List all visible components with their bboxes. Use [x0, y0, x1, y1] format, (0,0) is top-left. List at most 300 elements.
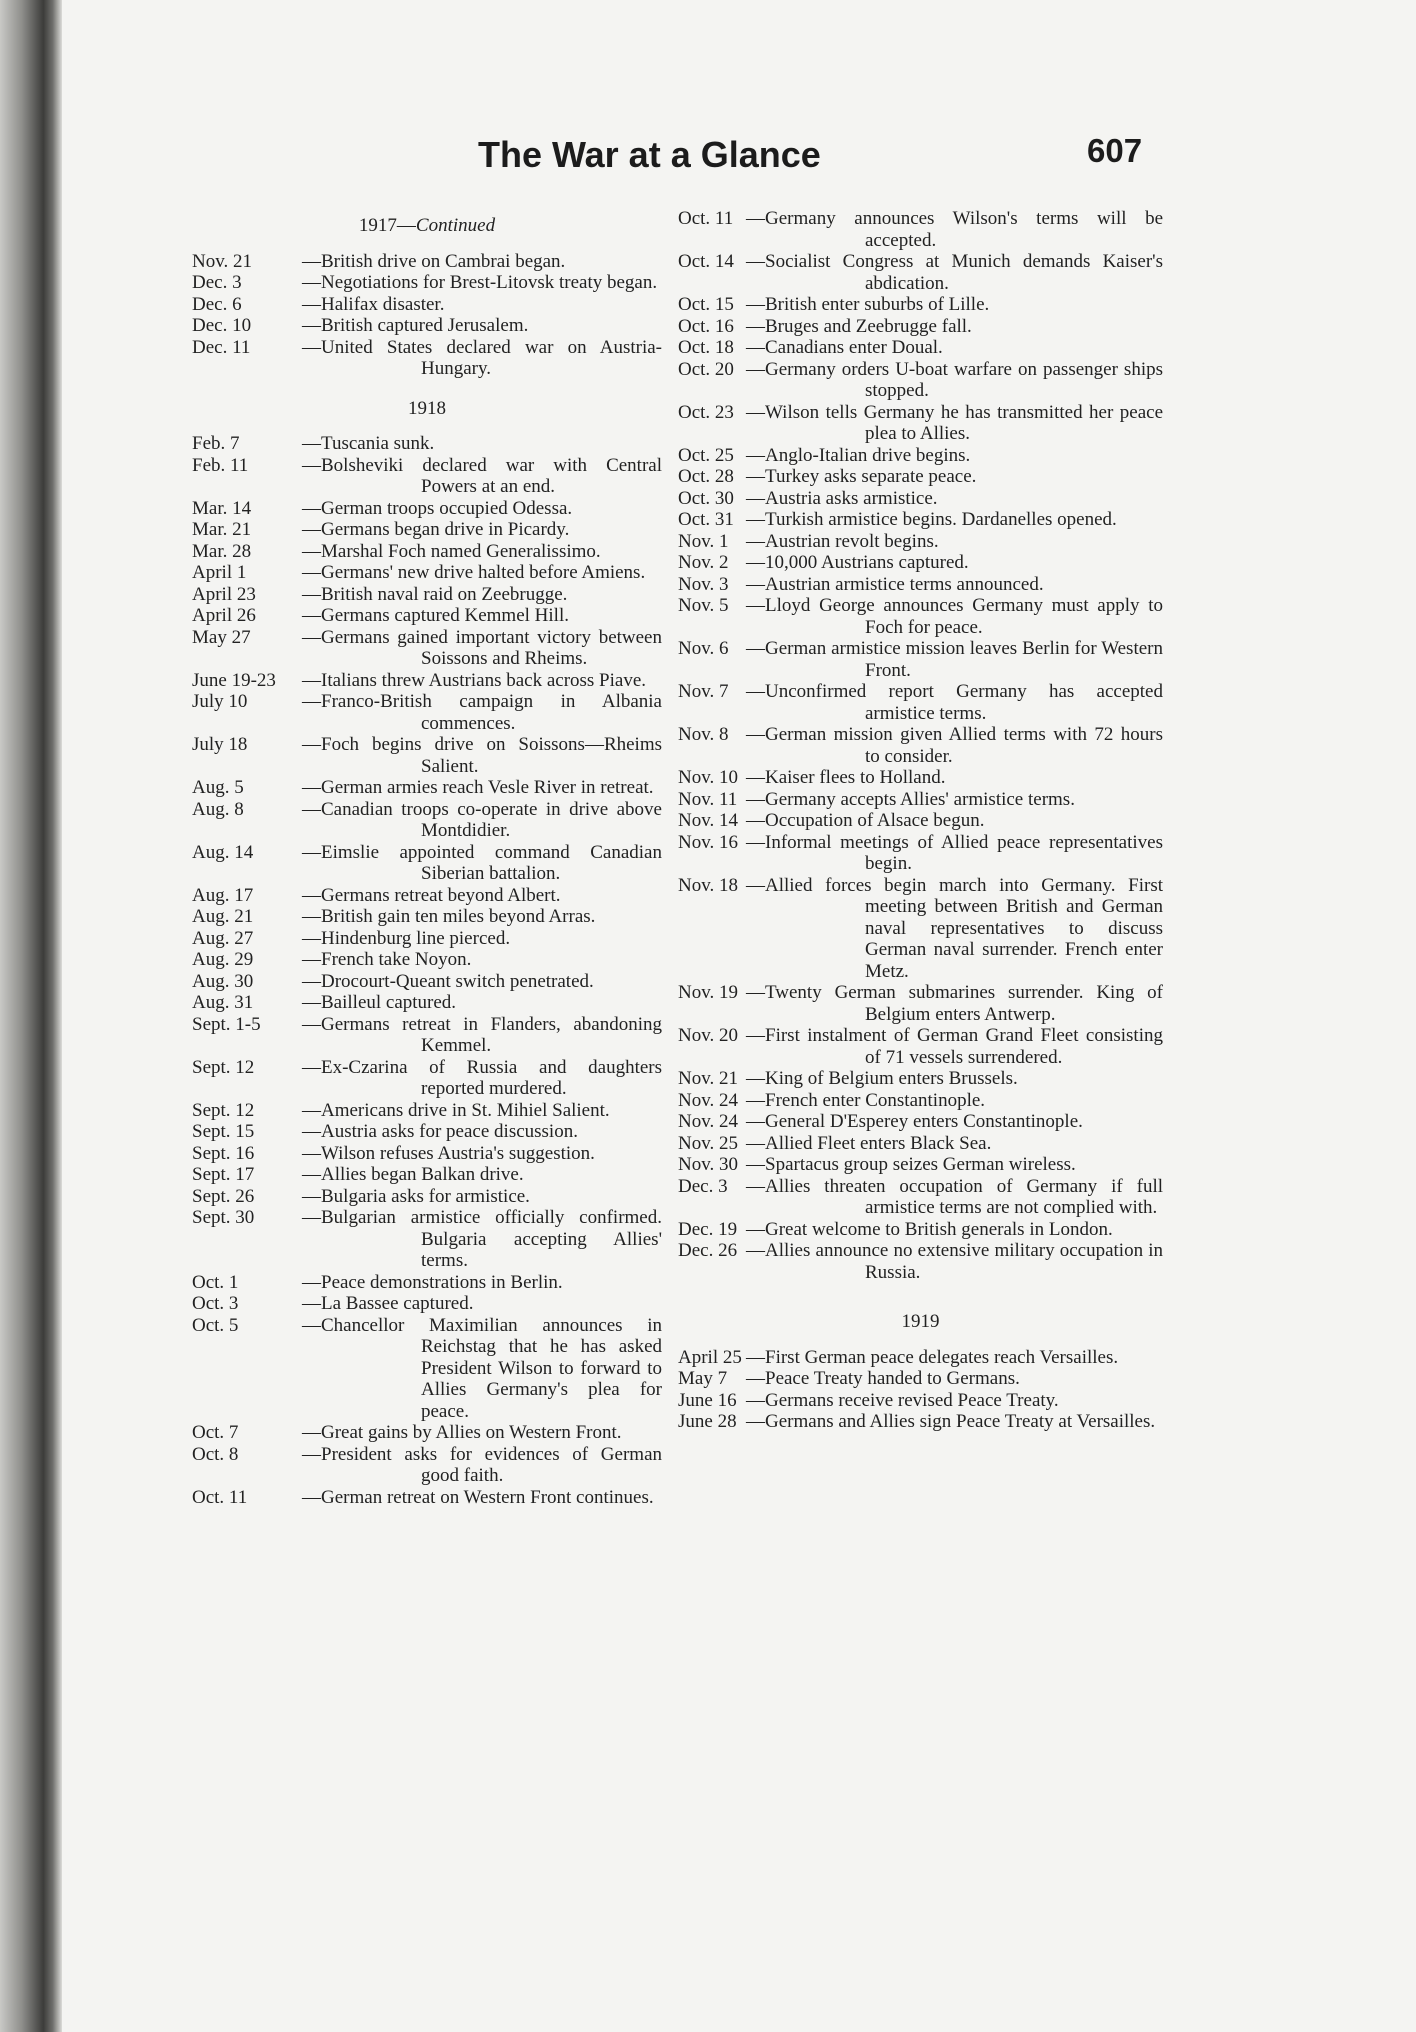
entry-dash: — [746, 767, 765, 788]
page-header [0, 128, 1416, 188]
timeline-entry [192, 842, 662, 885]
entry-text: Lloyd George announces Germany must apply to Foch for peace. [765, 595, 1163, 638]
entry-date: Aug. 5 [192, 777, 244, 798]
entry-text: German troops occupied Odessa. [321, 497, 573, 519]
entry-date: Nov. 30 [678, 1154, 738, 1175]
timeline-entry [192, 885, 662, 907]
entry-dash: — [746, 444, 765, 466]
entry-text: Allies threaten occupation of Germany if full armistice terms are not complied with. [765, 1175, 1163, 1218]
entry-text: Germans began drive in Picardy. [321, 519, 570, 540]
entry-text: Marshal Foch named Generalissimo. [321, 540, 601, 562]
entry-dash: — [302, 884, 321, 906]
entry-dash: — [302, 1185, 321, 1207]
timeline-entry [192, 691, 662, 734]
timeline-entry [192, 971, 662, 993]
entry-dash: — [302, 315, 321, 336]
entry-date: Oct. 1 [192, 1271, 239, 1293]
timeline-entry [192, 1186, 662, 1208]
entry-date: April 25 [678, 1346, 742, 1368]
timeline-entry [678, 1090, 1163, 1112]
entry-date: Aug. 17 [192, 884, 254, 906]
timeline-entry [678, 767, 1163, 789]
entry-dash: — [746, 1368, 765, 1389]
entry-dash: — [302, 777, 321, 798]
section-heading-1917: 1917—Continued [358, 215, 496, 236]
entry-dash: — [302, 970, 321, 992]
entry-date: Oct. 14 [678, 251, 734, 272]
entry-text: Allied forces begin march into Germany. First meeting between British and German naval representatives to discuss German naval surrender. French enter Metz. [765, 874, 1163, 982]
entry-date: Sept. 16 [192, 1142, 255, 1164]
entry-dash: — [302, 1056, 321, 1078]
entry-date: Aug. 29 [192, 949, 254, 970]
entry-date: April 26 [192, 605, 256, 626]
book-spine [0, 0, 62, 2032]
entry-date: Dec. 10 [192, 315, 252, 336]
timeline-entry [192, 1315, 662, 1423]
timeline-entry [678, 359, 1163, 402]
entry-text: German mission given Allied terms with 72 hours to consider. [765, 724, 1163, 767]
timeline-entry [678, 789, 1163, 811]
entry-date: Sept. 1-5 [192, 1013, 261, 1035]
entry-text: Halifax disaster. [321, 293, 445, 315]
entry-text: Germans retreat in Flanders, abandoning Kemmel. [321, 1013, 662, 1056]
entry-date: Sept. 26 [192, 1185, 255, 1207]
entry-text: First German peace delegates reach Versailles. [765, 1346, 1119, 1368]
entry-dash: — [302, 1121, 321, 1142]
entry-dash: — [746, 1025, 765, 1046]
entry-text: British naval raid on Zeebrugge. [321, 583, 568, 605]
entry-text: Turkish armistice begins. Dardanelles opened. [765, 509, 1117, 530]
entry-list-1918 [192, 433, 662, 1508]
entry-dash: — [746, 810, 765, 831]
entry-dash: — [302, 798, 321, 820]
entry-dash: — [302, 691, 321, 712]
entry-dash: — [302, 293, 321, 315]
timeline-entry [678, 1133, 1163, 1155]
timeline-entry [192, 433, 662, 455]
entry-text: Bailleul captured. [321, 992, 457, 1013]
entry-dash: — [746, 487, 765, 509]
entry-date: Sept. 12 [192, 1056, 255, 1078]
entry-text: Ex-Czarina of Russia and daughters reported murdered. [321, 1056, 662, 1099]
entry-dash: — [302, 1314, 321, 1336]
timeline-entry [678, 251, 1163, 294]
entry-date: Sept. 15 [192, 1121, 255, 1142]
entry-date: Aug. 31 [192, 992, 254, 1013]
entry-date: Sept. 12 [192, 1099, 255, 1121]
timeline-entry [678, 832, 1163, 875]
page-title: The War at a Glance [478, 134, 821, 175]
entry-date: Nov. 2 [678, 552, 729, 573]
entry-text: French take Noyon. [321, 949, 472, 970]
timeline-entry [192, 1422, 662, 1444]
entry-dash: — [746, 638, 765, 659]
entry-dash: — [302, 1443, 321, 1465]
entry-text: Allied Fleet enters Black Sea. [765, 1132, 992, 1154]
timeline-entry [678, 316, 1163, 338]
entry-dash: — [746, 294, 765, 315]
timeline-entry [678, 574, 1163, 596]
entry-date: Oct. 15 [678, 294, 734, 315]
entry-text: Bolsheviki declared war with Central Powers at an end. [321, 454, 662, 497]
timeline-entry [192, 1100, 662, 1122]
entry-dash: — [302, 1486, 321, 1508]
entry-dash: — [302, 906, 321, 927]
entry-dash: — [746, 208, 765, 229]
entry-text: Wilson tells Germany he has transmitted her peace plea to Allies. [765, 401, 1163, 444]
entry-date: Oct. 31 [678, 509, 734, 530]
entry-date: Nov. 5 [678, 595, 729, 616]
section-heading-1919: 1919 [901, 1311, 940, 1332]
entry-text: Twenty German submarines surrender. King of Belgium enters Antwerp. [765, 982, 1163, 1025]
entry-text: Bulgarian armistice officially confirmed. Bulgaria accepting Allies' terms. [321, 1207, 662, 1271]
timeline-entry [192, 272, 662, 294]
entry-date: July 10 [192, 691, 248, 712]
entry-list-1919 [678, 1347, 1163, 1433]
entry-dash: — [746, 358, 765, 380]
entry-date: Oct. 11 [192, 1486, 248, 1508]
entry-date: Mar. 14 [192, 497, 252, 519]
entry-text: First instalment of German Grand Fleet consisting of 71 vessels surrendered. [765, 1025, 1163, 1068]
timeline-entry [678, 531, 1163, 553]
entry-text: Great gains by Allies on Western Front. [321, 1422, 622, 1443]
entry-date: Oct. 8 [192, 1443, 239, 1465]
entry-text: President asks for evidences of German good faith. [321, 1443, 662, 1486]
entry-dash: — [746, 1346, 765, 1368]
entry-text: Germany accepts Allies' armistice terms. [765, 788, 1075, 810]
entry-date: Nov. 1 [678, 530, 729, 552]
entry-dash: — [302, 1099, 321, 1121]
timeline-entry [192, 562, 662, 584]
entry-date: May 27 [192, 626, 251, 648]
timeline-entry [678, 402, 1163, 445]
entry-text: Austria asks armistice. [765, 487, 938, 509]
entry-text: Germans gained important victory between Soissons and Rheims. [321, 626, 662, 669]
section-heading-1918: 1918 [408, 397, 446, 419]
entry-date: Nov. 6 [678, 638, 729, 659]
entry-dash: — [302, 949, 321, 970]
entry-date: Nov. 3 [678, 573, 729, 595]
entry-dash: — [302, 734, 321, 755]
entry-text: Canadians enter Doual. [765, 337, 943, 358]
entry-dash: — [302, 250, 321, 272]
entry-text: Great welcome to British generals in London. [765, 1218, 1113, 1240]
entry-text: 10,000 Austrians captured. [765, 552, 969, 573]
entry-text: British gain ten miles beyond Arras. [321, 906, 596, 927]
entry-dash: — [746, 1240, 765, 1261]
timeline-entry [192, 906, 662, 928]
timeline-entry [192, 294, 662, 316]
entry-dash: — [302, 336, 321, 358]
entry-date: Aug. 8 [192, 798, 244, 820]
timeline-entry [678, 552, 1163, 574]
entry-date: Sept. 17 [192, 1164, 255, 1185]
entry-date: Sept. 30 [192, 1207, 255, 1228]
entry-date: Dec. 6 [192, 293, 242, 315]
entry-text: German retreat on Western Front continues. [321, 1486, 654, 1508]
entry-dash: — [302, 433, 321, 454]
timeline-entry [192, 605, 662, 627]
timeline-entry [678, 1176, 1163, 1219]
timeline-entry [678, 1025, 1163, 1068]
entry-dash: — [302, 562, 321, 583]
entry-date: Nov. 14 [678, 810, 738, 831]
entry-date: Oct. 30 [678, 487, 734, 509]
timeline-entry [678, 1111, 1163, 1133]
entry-date: Nov. 8 [678, 724, 729, 745]
entry-text: Unconfirmed report Germany has accepted armistice terms. [765, 681, 1163, 724]
entry-text: Franco-British campaign in Albania commences. [321, 691, 662, 734]
entry-date: Dec. 26 [678, 1240, 738, 1261]
timeline-entry [192, 251, 662, 273]
entry-dash: — [302, 454, 321, 476]
entry-text: Germans' new drive halted before Amiens. [321, 562, 646, 583]
entry-date: Nov. 24 [678, 1111, 738, 1132]
right-column [678, 208, 1163, 1433]
timeline-entry [678, 1154, 1163, 1176]
entry-dash: — [746, 1132, 765, 1154]
entry-dash: — [746, 573, 765, 595]
entry-date: June 16 [678, 1389, 737, 1411]
timeline-entry [678, 638, 1163, 681]
timeline-entry [192, 992, 662, 1014]
entry-date: Nov. 18 [678, 874, 738, 896]
entry-text: Canadian troops co-operate in drive above Montdidier. [321, 798, 662, 841]
entry-text: Germany announces Wilson's terms will be accepted. [765, 208, 1163, 251]
entry-dash: — [302, 540, 321, 562]
left-column [192, 215, 662, 1508]
entry-list-1917 [192, 251, 662, 380]
entry-dash: — [302, 1271, 321, 1293]
entry-text: Chancellor Maximilian announces in Reichstag that he has asked President Wilson to forward to Allies Germany's plea for peace. [321, 1314, 662, 1422]
entry-dash: — [746, 251, 765, 272]
entry-date: Nov. 24 [678, 1089, 738, 1111]
entry-dash: — [302, 1013, 321, 1035]
timeline-entry [192, 1057, 662, 1100]
entry-date: Dec. 3 [678, 1175, 728, 1197]
entry-date: Feb. 11 [192, 454, 249, 476]
entry-date: Aug. 30 [192, 970, 254, 992]
timeline-entry [192, 777, 662, 799]
entry-text: Wilson refuses Austria's suggestion. [321, 1142, 595, 1164]
entry-list-1918-continued [678, 208, 1163, 1283]
entry-text: United States declared war on Austria-Hungary. [321, 336, 662, 379]
entry-text: Peace Treaty handed to Germans. [765, 1368, 1020, 1389]
entry-text: Germany orders U-boat warfare on passenger ships stopped. [765, 358, 1163, 401]
entry-date: May 7 [678, 1368, 728, 1389]
entry-date: Aug. 27 [192, 927, 254, 949]
entry-text: Drocourt-Queant switch penetrated. [321, 970, 594, 992]
entry-dash: — [746, 552, 765, 573]
entry-dash: — [746, 530, 765, 552]
timeline-entry [192, 1487, 662, 1509]
entry-text: Germans captured Kemmel Hill. [321, 605, 569, 626]
entry-dash: — [746, 831, 765, 853]
entry-date: Oct. 28 [678, 466, 734, 487]
entry-text: Hindenburg line pierced. [321, 927, 511, 949]
timeline-entry [192, 541, 662, 563]
timeline-entry [678, 1390, 1163, 1412]
timeline-entry [192, 1014, 662, 1057]
entry-dash: — [746, 1111, 765, 1132]
entry-text: Americans drive in St. Mihiel Salient. [321, 1099, 610, 1121]
entry-date: June 19-23 [192, 669, 276, 691]
timeline-entry [192, 455, 662, 498]
timeline-entry [678, 337, 1163, 359]
entry-text: Austrian armistice terms announced. [765, 573, 1044, 595]
timeline-entry [678, 1219, 1163, 1241]
entry-date: Dec. 19 [678, 1218, 738, 1240]
entry-dash: — [302, 497, 321, 519]
timeline-entry [678, 1347, 1163, 1369]
timeline-entry [678, 509, 1163, 531]
timeline-entry [192, 519, 662, 541]
entry-dash: — [302, 583, 321, 605]
timeline-entry [192, 337, 662, 380]
entry-text: Germans retreat beyond Albert. [321, 884, 561, 906]
entry-dash: — [746, 1175, 765, 1197]
entry-text: British captured Jerusalem. [321, 315, 529, 336]
entry-text: Bulgaria asks for armistice. [321, 1185, 530, 1207]
timeline-entry [678, 208, 1163, 251]
entry-date: Nov. 7 [678, 681, 729, 702]
entry-dash: — [746, 337, 765, 358]
entry-text: Germans receive revised Peace Treaty. [765, 1389, 1059, 1411]
timeline-entry [192, 627, 662, 670]
entry-dash: — [746, 401, 765, 423]
entry-text: Foch begins drive on Soissons—Rheims Salient. [321, 734, 662, 777]
entry-text: General D'Esperey enters Constantinople. [765, 1111, 1083, 1132]
entry-dash: — [746, 1218, 765, 1240]
entry-text: Austria asks for peace discussion. [321, 1121, 578, 1142]
timeline-entry [678, 724, 1163, 767]
timeline-entry [192, 1207, 662, 1272]
entry-text: Negotiations for Brest-Litovsk treaty began. [321, 272, 658, 293]
entry-date: Oct. 7 [192, 1422, 239, 1443]
entry-dash: — [746, 1089, 765, 1111]
entry-date: Dec. 3 [192, 272, 242, 293]
timeline-entry [192, 799, 662, 842]
entry-dash: — [302, 605, 321, 626]
entry-text: Austrian revolt begins. [765, 530, 939, 552]
entry-text: Anglo-Italian drive begins. [765, 444, 971, 466]
entry-text: Tuscania sunk. [321, 433, 435, 454]
entry-date: Oct. 23 [678, 401, 734, 423]
entry-text: Socialist Congress at Munich demands Kaiser's abdication. [765, 251, 1163, 294]
timeline-entry [192, 734, 662, 777]
entry-date: Nov. 16 [678, 831, 738, 853]
entry-text: British drive on Cambrai began. [321, 250, 566, 272]
entry-dash: — [746, 1068, 765, 1089]
page-number: 607 [1087, 132, 1143, 169]
entry-dash: — [302, 519, 321, 540]
entry-date: Oct. 20 [678, 358, 734, 380]
timeline-entry [678, 488, 1163, 510]
timeline-entry [192, 1444, 662, 1487]
entry-text: German armies reach Vesle River in retreat. [321, 777, 654, 798]
entry-text: Germans and Allies sign Peace Treaty at Versailles. [765, 1411, 1156, 1432]
entry-dash: — [302, 1207, 321, 1228]
timeline-entry [192, 315, 662, 337]
entry-dash: — [302, 626, 321, 648]
entry-date: Oct. 16 [678, 315, 734, 337]
timeline-entry [678, 875, 1163, 983]
entry-date: Nov. 21 [192, 250, 252, 272]
entry-dash: — [746, 509, 765, 530]
entry-text: Allies began Balkan drive. [321, 1164, 524, 1185]
timeline-entry [678, 1368, 1163, 1390]
timeline-entry [678, 466, 1163, 488]
entry-date: Nov. 21 [678, 1068, 738, 1089]
entry-dash: — [746, 788, 765, 810]
entry-dash: — [302, 272, 321, 293]
entry-text: Turkey asks separate peace. [765, 466, 977, 487]
entry-date: April 1 [192, 562, 247, 583]
timeline-entry [678, 595, 1163, 638]
entry-date: Feb. 7 [192, 433, 240, 454]
timeline-entry [678, 445, 1163, 467]
entry-date: Nov. 25 [678, 1132, 738, 1154]
entry-date: April 23 [192, 583, 256, 605]
entry-date: Oct. 3 [192, 1293, 239, 1314]
timeline-entry [192, 949, 662, 971]
entry-dash: — [746, 466, 765, 487]
entry-text: Kaiser flees to Holland. [765, 767, 946, 788]
entry-text: Occupation of Alsace begun. [765, 810, 985, 831]
entry-text: La Bassee captured. [321, 1293, 474, 1314]
entry-dash: — [746, 1389, 765, 1411]
entry-dash: — [746, 874, 765, 896]
timeline-entry [678, 294, 1163, 316]
timeline-entry [678, 982, 1163, 1025]
timeline-entry [192, 670, 662, 692]
entry-text: King of Belgium enters Brussels. [765, 1068, 1018, 1089]
timeline-entry [192, 1293, 662, 1315]
entry-text: German armistice mission leaves Berlin for Western Front. [765, 638, 1163, 681]
timeline-entry [192, 1143, 662, 1165]
entry-dash: — [746, 595, 765, 616]
entry-text: Allies announce no extensive military occupation in Russia. [765, 1240, 1163, 1283]
entry-dash: — [746, 1411, 765, 1432]
entry-date: Oct. 18 [678, 337, 734, 358]
entry-dash: — [302, 1422, 321, 1443]
entry-date: Mar. 21 [192, 519, 252, 540]
entry-date: Aug. 14 [192, 841, 254, 863]
entry-text: Eimslie appointed command Canadian Siberian battalion. [321, 841, 662, 884]
entry-text: Spartacus group seizes German wireless. [765, 1154, 1076, 1175]
timeline-entry [678, 1068, 1163, 1090]
entry-dash: — [746, 724, 765, 745]
entry-date: July 18 [192, 734, 248, 755]
entry-dash: — [746, 1154, 765, 1175]
entry-date: Mar. 28 [192, 540, 252, 562]
entry-dash: — [302, 1293, 321, 1314]
entry-dash: — [746, 315, 765, 337]
entry-dash: — [302, 927, 321, 949]
entry-text: Bruges and Zeebrugge fall. [765, 315, 972, 337]
entry-date: Nov. 20 [678, 1025, 738, 1046]
entry-dash: — [302, 1164, 321, 1185]
entry-date: Nov. 10 [678, 767, 738, 788]
timeline-entry [678, 681, 1163, 724]
entry-date: Nov. 11 [678, 788, 738, 810]
entry-dash: — [746, 982, 765, 1003]
timeline-entry [192, 1164, 662, 1186]
entry-date: Aug. 21 [192, 906, 254, 927]
timeline-entry [192, 498, 662, 520]
timeline-entry [192, 1121, 662, 1143]
entry-date: June 28 [678, 1411, 737, 1432]
